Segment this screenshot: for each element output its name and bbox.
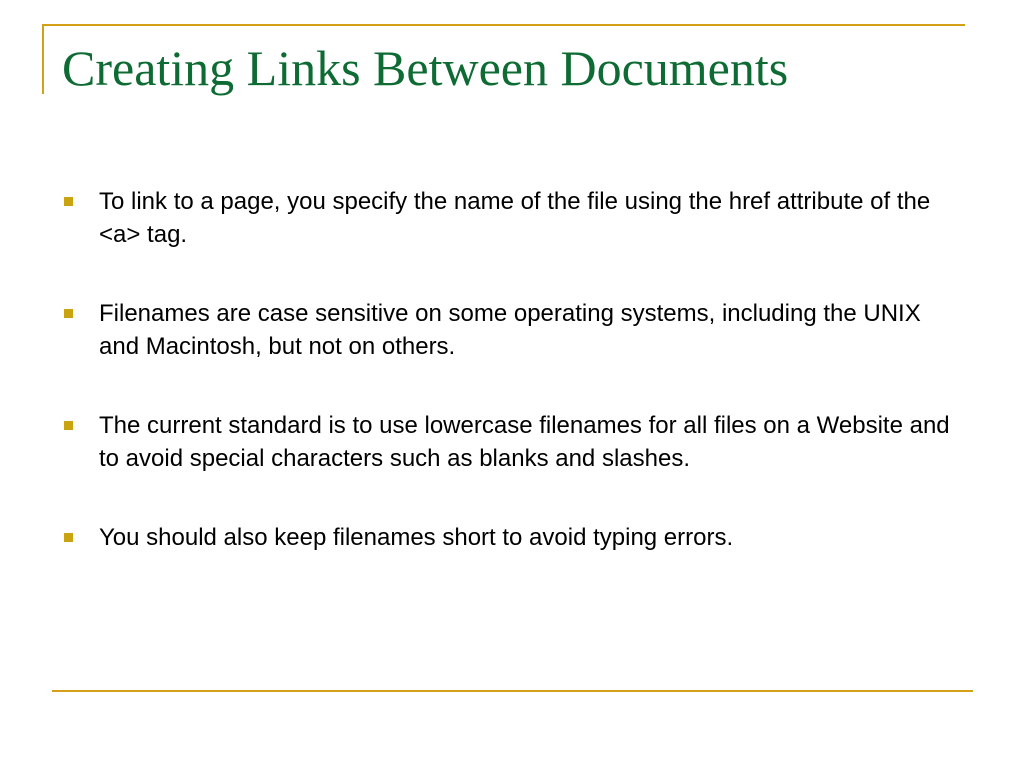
square-bullet-icon: [64, 421, 73, 430]
bottom-accent-rule: [52, 690, 973, 692]
square-bullet-icon: [64, 533, 73, 542]
bullet-item: [62, 409, 962, 475]
bullet-item: [62, 521, 962, 554]
top-accent-rule: [43, 24, 965, 26]
bullet-item: [62, 297, 962, 363]
square-bullet-icon: [64, 309, 73, 318]
bullet-item: [62, 185, 962, 251]
bullet-text: To link to a page, you specify the name of the file using the href attribute of the <a> tag.: [99, 188, 931, 248]
square-bullet-icon: [64, 197, 73, 206]
bullet-text: You should also keep filenames short to avoid typing errors.: [99, 524, 734, 551]
bullet-list: [62, 185, 962, 600]
bullet-text: Filenames are case sensitive on some operating systems, including the UNIX and Macintosh, but not on others.: [99, 300, 921, 360]
slide-title: Creating Links Between Documents: [62, 40, 789, 96]
bullet-text: The current standard is to use lowercase filenames for all files on a Website and to avoid special characters such as blanks and slashes.: [99, 412, 950, 472]
left-accent-rule: [42, 24, 44, 94]
